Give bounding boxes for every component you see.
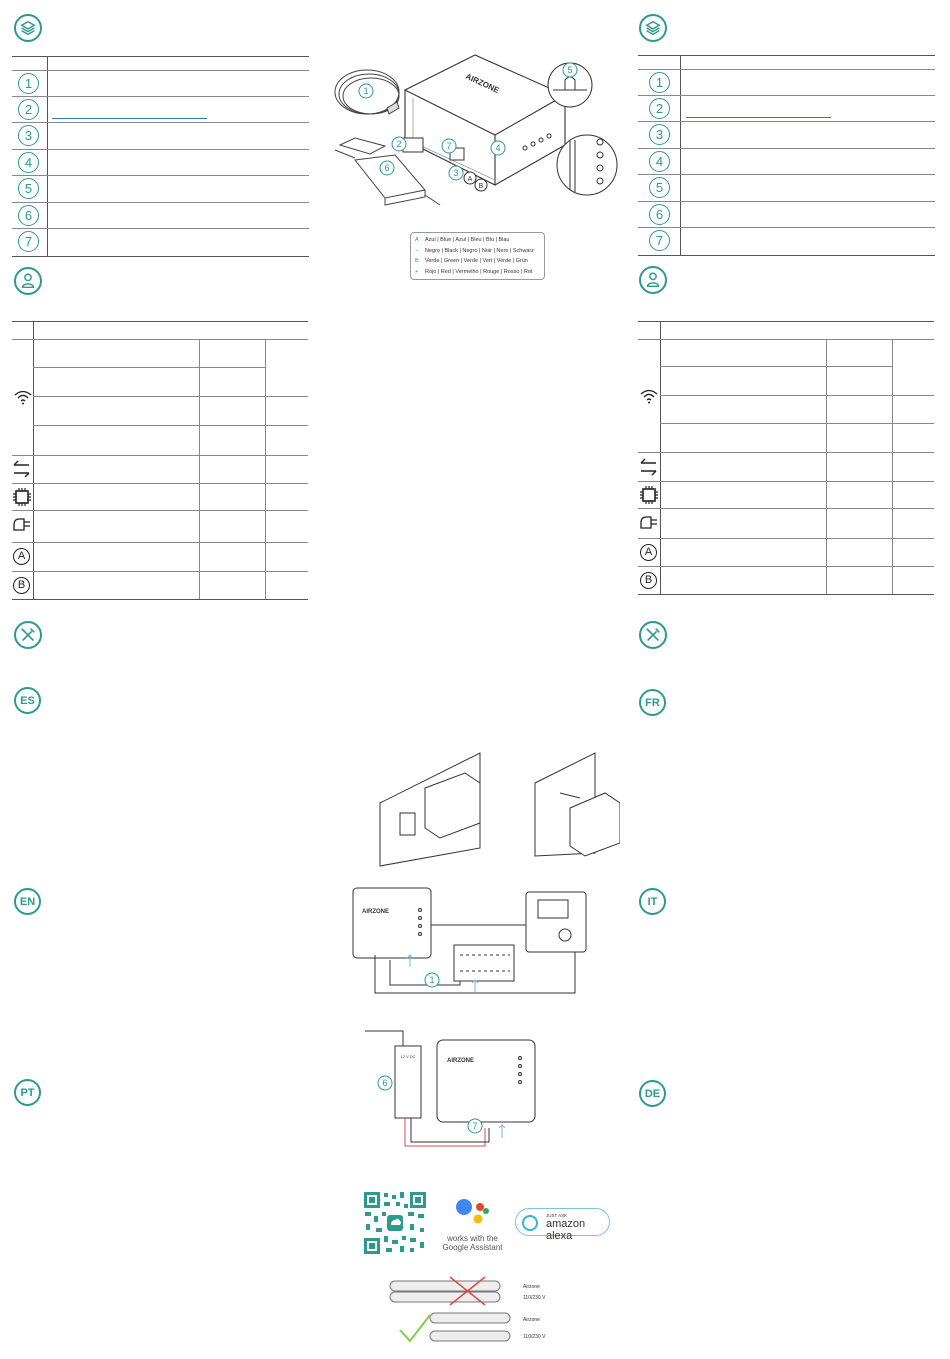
callout-number: 7 — [446, 141, 452, 151]
legend-symbol: + — [415, 268, 419, 275]
component-number: 3 — [649, 124, 670, 145]
component-number: 4 — [649, 151, 670, 172]
component-number: 1 — [649, 72, 670, 93]
psu-label: 12 V DC — [400, 1054, 416, 1059]
component-number: 7 — [18, 231, 39, 252]
component-number: 2 — [649, 98, 670, 119]
alexa-icon — [522, 1215, 538, 1231]
callout-number: 1 — [363, 86, 369, 96]
component-number: 5 — [18, 178, 39, 199]
chip-icon — [13, 488, 31, 506]
cable-voltage: 110/230 V — [523, 1334, 546, 1340]
google-assistant-line1: works with the — [447, 1234, 498, 1243]
letter-b-icon: B — [13, 577, 30, 594]
google-assistant-line2: Google Assistant — [442, 1243, 503, 1252]
alexa-big-text: amazon alexa — [546, 1218, 586, 1242]
component-number: 7 — [649, 230, 670, 251]
legend-text: Negro | Black | Negro | Noir | Nero | Schwarz — [425, 247, 534, 254]
installer-icon — [639, 266, 667, 294]
cable-separation-diagram — [385, 1275, 525, 1347]
cable-label: Airzone — [523, 1284, 540, 1290]
legend-row — [415, 235, 540, 246]
terminal-b-label: B — [478, 183, 484, 190]
lang-badge-en: EN — [14, 888, 41, 915]
qr-code[interactable] — [362, 1190, 428, 1256]
alexa-badge — [515, 1208, 610, 1242]
wifi-icon — [639, 388, 659, 404]
callout-number: 1 — [429, 975, 435, 985]
google-assistant-icon — [452, 1195, 492, 1229]
legend-text: Verde | Green | Verde | Vert | Verde | Grün — [425, 258, 528, 264]
lang-badge-fr: FR — [639, 689, 666, 716]
callout-number: 2 — [396, 139, 402, 149]
power-plug-icon — [639, 514, 659, 530]
power-plug-icon — [12, 516, 32, 532]
installer-icon — [14, 267, 42, 295]
component-number: 6 — [18, 205, 39, 226]
component-number: 4 — [18, 152, 39, 173]
brand-logo: AIRZONE — [362, 909, 389, 915]
wall-mount-diagram — [370, 748, 620, 870]
wire-color-legend — [410, 232, 545, 280]
layers-icon — [14, 14, 42, 42]
tools-icon — [639, 621, 667, 649]
chip-icon — [640, 486, 658, 504]
data-transfer-icon — [639, 458, 659, 476]
component-number: 3 — [18, 125, 39, 146]
lang-badge-es: ES — [14, 687, 41, 714]
product-illustration — [325, 50, 625, 230]
cable-voltage: 110/230 V — [523, 1295, 546, 1301]
component-link[interactable] — [52, 118, 207, 119]
legend-symbol: − — [415, 247, 419, 254]
legend-symbol: B — [415, 258, 419, 264]
letter-a-icon: A — [13, 548, 30, 565]
legend-text: Azul | Blue | Azul | Bleu | Blu | Blau — [425, 237, 510, 243]
lang-badge-de: DE — [639, 1080, 666, 1107]
callout-number: 7 — [472, 1121, 478, 1131]
legend-text: Rojo | Red | Vermelho | Rouge | Rosso | Rot — [425, 268, 533, 275]
callout-number: 6 — [384, 163, 390, 173]
letter-b-icon: B — [640, 572, 657, 589]
component-number: 1 — [18, 73, 39, 94]
component-number: 6 — [649, 204, 670, 225]
legend-row — [415, 246, 540, 257]
letter-a-icon: A — [640, 544, 657, 561]
lang-badge-it: IT — [639, 888, 666, 915]
callout-number: 3 — [453, 168, 459, 178]
power-connection-diagram — [365, 1028, 540, 1150]
alexa-small-text: JUST ASK — [546, 1213, 568, 1218]
callout-number: 4 — [495, 143, 501, 153]
legend-row — [415, 267, 540, 278]
tools-icon — [14, 621, 42, 649]
brand-logo: AIRZONE — [447, 1058, 474, 1064]
cable-label: Airzone — [523, 1317, 540, 1323]
component-number: 5 — [649, 177, 670, 198]
terminal-a-label: A — [467, 176, 473, 183]
callout-number: 5 — [567, 65, 573, 75]
lang-badge-pt: PT — [14, 1079, 41, 1106]
brand-logo: AIRZONE — [464, 71, 501, 96]
data-transfer-icon — [12, 460, 32, 478]
legend-row — [415, 256, 540, 267]
component-link[interactable] — [686, 117, 831, 118]
component-number: 2 — [18, 99, 39, 120]
legend-symbol: A — [415, 237, 419, 243]
layers-icon — [639, 14, 667, 42]
wiring-diagram — [350, 885, 595, 1000]
wifi-icon — [13, 389, 33, 405]
callout-number: 6 — [382, 1078, 388, 1088]
